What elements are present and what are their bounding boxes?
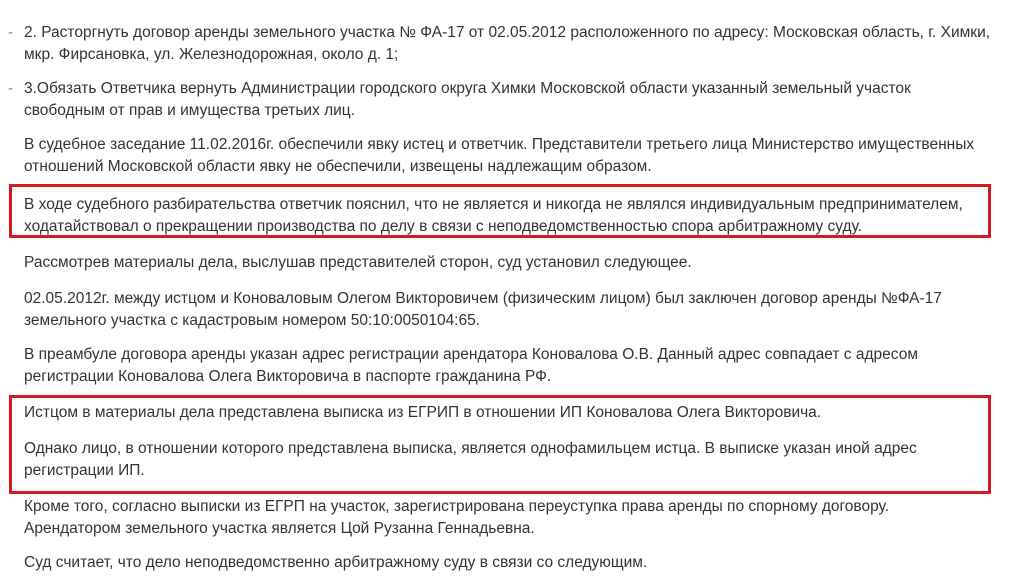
paragraph-lease-assignment: Кроме того, согласно выписки из ЕГРП на участок, зарегистрирована переуступка права аренды по спорному договору. Арендатором земельного участка является Цой Рузанна Геннадьевна. bbox=[24, 498, 890, 537]
highlight-box-defendant bbox=[9, 184, 991, 238]
paragraph-egrip-extract: Истцом в материалы дела представлена выписка из ЕГРИП в отношении ИП Коновалова Олега Викторовича. bbox=[24, 404, 822, 421]
paragraph-court-session: В судебное заседание 11.02.2016г. обеспечили явку истец и ответчик. Представители третьего лица Министерство имущественных отношений Московской области явку не обеспечили, извещены надлежащим образом. bbox=[24, 136, 975, 175]
highlight-box-egrip bbox=[9, 395, 991, 494]
list-bullet: - bbox=[8, 80, 14, 97]
paragraph-namesake: Однако лицо, в отношении которого представлена выписка, является однофамильцем истца. В выписке указан иной адрес регистрации ИП. bbox=[24, 440, 917, 479]
paragraph-court-established: Рассмотрев материалы дела, выслушав представителей сторон, суд установил следующее. bbox=[24, 254, 692, 271]
paragraph-defendant-explanation: В ходе судебного разбирательства ответчик пояснил, что не является и никогда не являлся индивидуальным предпринимателем, ходатайствовал о прекращении производства по делу в связи с неподведомственностью спора арбитражному суду. bbox=[24, 196, 963, 235]
list-item-text: 3.Обязать Ответчика вернуть Администрации городского округа Химки Московской области указанный земельный участок свободным от прав и имущества третьих лиц. bbox=[24, 80, 911, 119]
list-bullet: - bbox=[8, 24, 14, 41]
paragraph-court-considers: Суд считает, что дело неподведомственно арбитражному суду в связи со следующим. bbox=[24, 554, 648, 571]
paragraph-lease-agreement: 02.05.2012г. между истцом и Коноваловым Олегом Викторовичем (физическим лицом) был заключен договор аренды №ФА-17 земельного участка с кадастровым номером 50:10:0050104:65. bbox=[24, 290, 942, 329]
list-item-text: 2. Расторгнуть договор аренды земельного участка № ФА-17 от 02.05.2012 расположенного по адресу: Московская область, г. Химки, мкр. Фирсановка, ул. Железнодорожная, около д. 1; bbox=[24, 24, 991, 63]
paragraph-lease-preamble: В преамбуле договора аренды указан адрес регистрации арендатора Коновалова О.В. Данный адрес совпадает с адресом регистрации Коновалова Олега Викторовича в паспорте гражданина РФ. bbox=[24, 346, 918, 385]
